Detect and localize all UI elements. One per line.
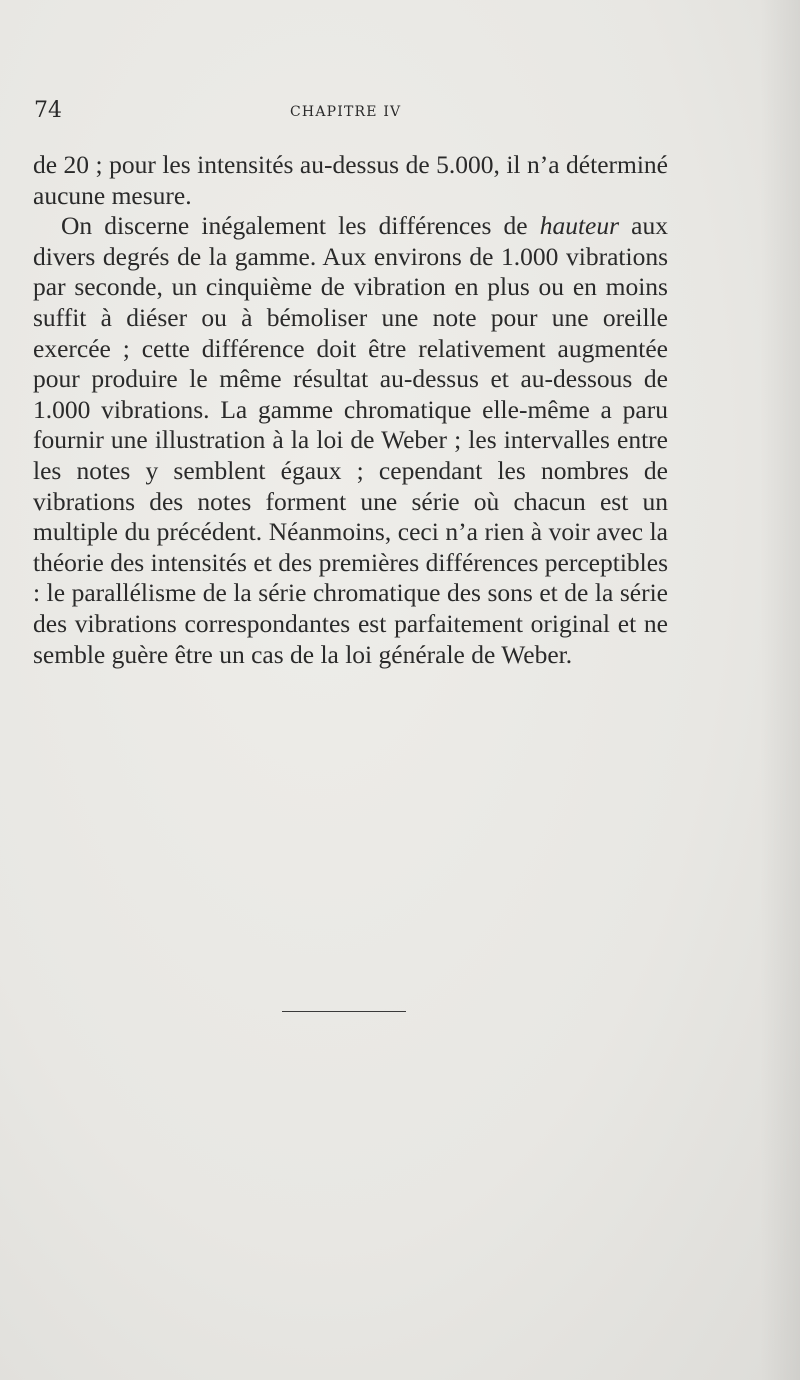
body-text: [33, 150, 668, 670]
page-header: [34, 96, 670, 130]
paragraph-pitch-rest: aux divers degrés de la gamme. Aux environs de 1.000 vibrations par seconde, un cinquième de vibration en plus ou en moins suffit à diéser ou à bémoliser une note pour une oreille exercée ; cette différence doit être relativement augmentée pour produire le même résultat au-dessus et au-dessous de 1.000 vibrations. La gamme chromatique elle-même a paru fournir une illustration à la loi de Weber ; les intervalles entre les notes y semblent égaux ; cependant les nombres de vibrations des notes forment une série où chacun est un multiple du précédent. Néanmoins, ceci n’a rien à voir avec la théorie des intensités et des premières différences perceptibles : le parallélisme de la série chromatique des sons et de la série des vibrations correspondantes est parfaitement original et ne semble guère être un cas de la loi générale de Weber.: [33, 211, 668, 669]
running-head: CHAPITRE IV: [290, 104, 402, 120]
section-end-rule: [282, 1011, 406, 1012]
paragraph-pitch: [33, 211, 668, 670]
paragraph-pitch-start: On discerne inégalement les différences de: [61, 211, 540, 241]
page-number: 74: [34, 98, 62, 123]
paragraph-continuation: de 20 ; pour les intensités au-dessus de 5.000, il n’a déterminé aucune mesure.: [33, 150, 668, 210]
italic-term: hauteur: [539, 211, 620, 241]
